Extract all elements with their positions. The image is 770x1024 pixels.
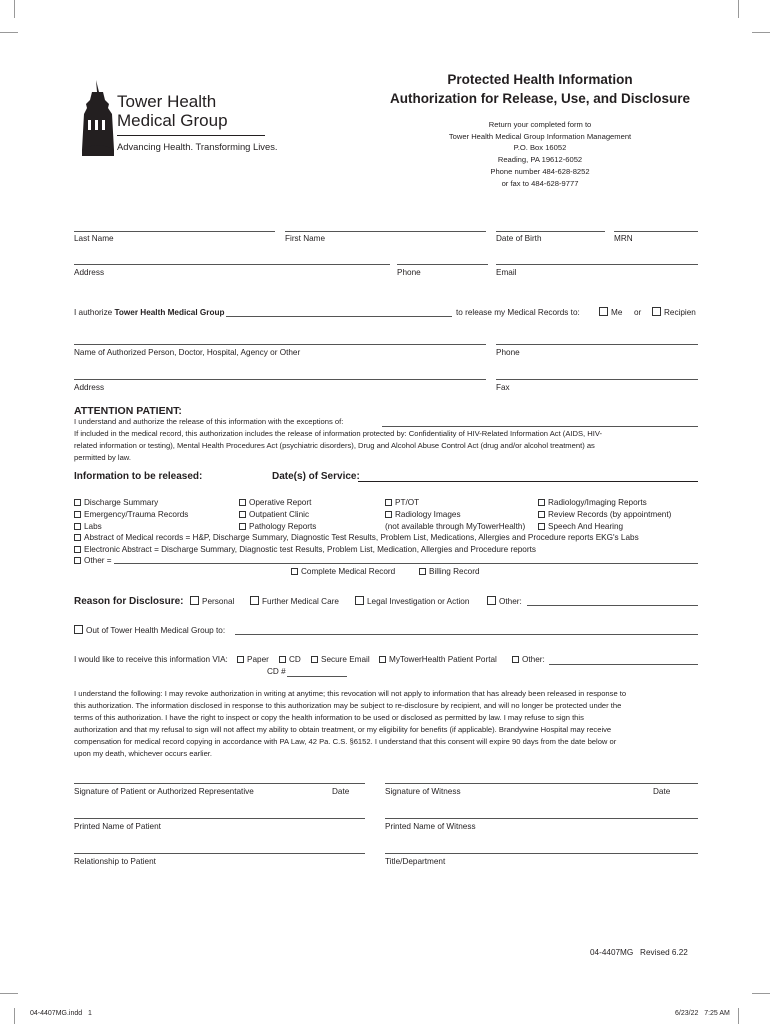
recipient-name-field[interactable]	[74, 344, 486, 345]
option-label: Operative Report	[249, 498, 312, 507]
timestamp: 6/23/22 7:25 AM	[675, 1010, 730, 1017]
option-label: Other =	[84, 556, 112, 565]
operative-report-option[interactable]	[239, 497, 316, 509]
recipient-address-label: Address	[74, 383, 105, 392]
electronic-abstract-option[interactable]	[74, 544, 639, 556]
option-label: Outpatient Clinic	[249, 509, 310, 519]
title-dept-label: Title/Department	[385, 857, 446, 866]
crop-mark	[14, 1008, 15, 1024]
cd-number-field[interactable]	[287, 676, 347, 677]
option-label: Complete Medical Record	[301, 567, 396, 576]
pathology-option[interactable]	[239, 521, 316, 533]
via-email-option[interactable]	[311, 655, 370, 664]
info-col2	[239, 497, 316, 532]
info-col1	[74, 497, 188, 532]
dob-label: Date of Birth	[496, 234, 542, 243]
option-label: Other:	[499, 597, 522, 606]
checkbox[interactable]	[279, 656, 286, 663]
option-label: Secure Email	[321, 655, 370, 664]
relationship-label: Relationship to Patient	[74, 857, 156, 866]
info-col3	[385, 497, 525, 532]
recipient-fax-label: Fax	[496, 383, 510, 392]
abstract-options	[74, 532, 639, 567]
checkbox[interactable]	[250, 596, 259, 605]
authorize-to-field[interactable]	[226, 316, 452, 317]
outpatient-option[interactable]	[239, 509, 316, 521]
me-label: Me	[611, 308, 623, 317]
attention-line3: related information or testing), Mental Health Procedures Act (psychiatric disorders), Drug and Alcohol Abuse Control Act (drug and/or alcohol treatment) as	[74, 441, 595, 450]
tower-logo-icon	[78, 78, 118, 158]
me-checkbox[interactable]	[599, 307, 608, 316]
email-field[interactable]	[496, 264, 698, 265]
checkbox[interactable]	[512, 656, 519, 663]
checkbox[interactable]	[385, 499, 392, 506]
authorize-prefix: I authorize	[74, 308, 113, 317]
option-label: Further Medical Care	[262, 597, 339, 606]
patient-date-label: Date	[332, 787, 350, 796]
option-label: Review Records (by appointment)	[548, 509, 672, 519]
understand-paragraph	[74, 688, 702, 760]
ptot-option[interactable]	[385, 497, 525, 509]
checkbox[interactable]	[538, 523, 545, 530]
title-line2: Authorization for Release, Use, and Disclosure	[389, 91, 691, 106]
checkbox[interactable]	[74, 625, 83, 634]
attention-heading: ATTENTION PATIENT:	[74, 405, 182, 417]
via-other-field[interactable]	[549, 664, 698, 665]
radiology-images-note: (not available through MyTowerHealth)	[385, 521, 526, 531]
printed-patient-field[interactable]	[74, 818, 365, 819]
checkbox[interactable]	[74, 499, 81, 506]
option-label: MyTowerHealth Patient Portal	[389, 655, 497, 664]
checkbox[interactable]	[538, 499, 545, 506]
form-id: 04-4407MG Revised 6.22	[590, 948, 688, 957]
checkbox[interactable]	[311, 656, 318, 663]
radiology-images-option[interactable]	[385, 509, 525, 521]
form-title	[380, 70, 700, 108]
checkbox[interactable]	[379, 656, 386, 663]
crop-mark	[0, 993, 18, 994]
last-name-field[interactable]	[74, 231, 275, 232]
return-fax: or fax to 484-628-9777	[501, 178, 579, 188]
logo-line2: Medical Group	[117, 111, 228, 130]
cd-number-label: CD #	[267, 667, 286, 676]
first-name-field[interactable]	[285, 231, 486, 232]
phone-field[interactable]	[397, 264, 488, 265]
info-col4	[538, 497, 671, 532]
abstract-option[interactable]	[74, 532, 639, 544]
exceptions-field[interactable]	[382, 426, 698, 427]
crop-mark	[738, 0, 739, 18]
title-line1: Protected Health Information	[447, 72, 633, 87]
speech-hearing-option[interactable]	[538, 521, 671, 533]
option-label: Electronic Abstract = Discharge Summary, Diagnostic test Results, Problem List, Medication, Allergies and Procedure reports	[84, 544, 536, 554]
checkbox[interactable]	[239, 523, 246, 530]
authorize-row	[74, 308, 224, 317]
understand-line: this authorization. The information disclosed in response to this authorization may be subject to re-disclosure by recipient, and will no longer be protected under the	[74, 701, 622, 710]
understand-line: upon my death, whichever occurs earlier.	[74, 749, 213, 758]
recipient-address-field[interactable]	[74, 379, 486, 380]
authorize-org: Tower Health Medical Group	[114, 308, 225, 317]
relationship-field[interactable]	[74, 853, 365, 854]
last-name-label: Last Name	[74, 234, 114, 243]
out-of-option[interactable]	[74, 625, 225, 635]
checkbox[interactable]	[190, 596, 199, 605]
checkbox[interactable]	[355, 596, 364, 605]
email-label: Email	[496, 268, 517, 277]
understand-line: compensation for medical record copying in accordance with PA Law, 42 Pa. C.S. §6152. I understand that this consent will expire 90 days from the date below or	[74, 737, 617, 746]
authorize-suffix: to release my Medical Records to:	[456, 308, 580, 317]
attention-line2: If included in the medical record, this authorization includes the release of information protected by: Confidentiality of HIV-Related Information Act (AIDS, HIV-	[74, 429, 603, 438]
checkbox[interactable]	[239, 511, 246, 518]
attention-text	[74, 416, 704, 464]
logo-tagline: Advancing Health. Transforming Lives.	[117, 141, 278, 152]
return-city: Reading, PA 19612-6052	[497, 155, 583, 165]
attention-line4: permitted by law.	[74, 453, 131, 462]
return-phone: Phone number 484-628-8252	[490, 166, 590, 176]
recipient-label: Recipien	[664, 308, 696, 317]
option-label: CD	[289, 655, 301, 664]
printed-witness-field[interactable]	[385, 818, 698, 819]
checkbox[interactable]	[74, 557, 81, 564]
crop-mark	[0, 32, 18, 33]
checkbox[interactable]	[385, 511, 392, 518]
review-records-option[interactable]	[538, 509, 671, 521]
option-label: Radiology/Imaging Reports	[548, 498, 647, 507]
reason-heading: Reason for Disclosure:	[74, 596, 184, 607]
patient-signature-label: Signature of Patient or Authorized Representative	[74, 787, 254, 796]
phone-label: Phone	[397, 268, 421, 277]
checkbox[interactable]	[419, 568, 426, 575]
option-label: PT/OT	[395, 498, 420, 507]
checkbox[interactable]	[291, 568, 298, 575]
return-address	[390, 119, 690, 189]
via-portal-option[interactable]	[379, 655, 497, 664]
recipient-phone-label: Phone	[496, 348, 520, 357]
crop-mark	[752, 32, 770, 33]
file-slug: 04-4407MG.indd 1	[30, 1010, 92, 1017]
logo-rule	[117, 135, 265, 136]
checkbox[interactable]	[74, 523, 81, 530]
mrn-field[interactable]	[614, 231, 698, 232]
option-label: Out of Tower Health Medical Group to:	[86, 626, 226, 635]
option-label: Billing Record	[429, 567, 480, 576]
option-label: Pathology Reports	[249, 521, 317, 531]
via-label: I would like to receive this information VIA:	[74, 655, 228, 664]
radiology-reports-option[interactable]	[538, 497, 671, 509]
patient-signature-field[interactable]	[74, 783, 365, 784]
witness-date-label: Date	[653, 787, 671, 796]
via-cd-option[interactable]	[279, 655, 301, 664]
checkbox[interactable]	[74, 511, 81, 518]
checkbox[interactable]	[74, 534, 81, 541]
return-to: Return your completed form to	[488, 120, 592, 129]
return-org: Tower Health Medical Group Information Management	[448, 131, 632, 141]
dob-field[interactable]	[496, 231, 605, 232]
option-label: Discharge Summary	[84, 498, 159, 507]
authorize-recipient-option[interactable]	[652, 307, 696, 317]
attention-line1: I understand and authorize the release of this information with the exceptions of:	[74, 417, 344, 426]
recipient-fax-field[interactable]	[496, 379, 698, 380]
option-label: Emergency/Trauma Records	[84, 509, 189, 519]
option-label: Other:	[522, 655, 545, 664]
emergency-option[interactable]	[74, 509, 188, 521]
reason-personal-option[interactable]	[190, 596, 234, 606]
witness-signature-label: Signature of Witness	[385, 787, 461, 796]
checkbox[interactable]	[74, 546, 81, 553]
discharge-summary-option[interactable]	[74, 497, 188, 509]
understand-line: terms of this authorization. I have the right to inspect or copy the health information to be used or disclosed as permitted by law. I may refuse to sign this	[74, 713, 584, 722]
other-records-field[interactable]	[114, 563, 698, 564]
or-label: or	[634, 308, 642, 317]
reason-legal-option[interactable]	[355, 596, 469, 606]
billing-record-option[interactable]	[419, 567, 480, 576]
first-name-label: First Name	[285, 234, 326, 243]
recipient-name-label: Name of Authorized Person, Doctor, Hospital, Agency or Other	[74, 348, 301, 357]
recipient-checkbox[interactable]	[652, 307, 661, 316]
printed-patient-label: Printed Name of Patient	[74, 822, 161, 831]
option-label: Radiology Images	[395, 509, 461, 519]
reason-further-option[interactable]	[250, 596, 339, 606]
option-label: Paper	[247, 655, 269, 664]
logo-text	[117, 92, 228, 130]
recipient-phone-field[interactable]	[496, 344, 698, 345]
reason-other-option[interactable]	[487, 596, 522, 606]
checkbox[interactable]	[487, 596, 496, 605]
checkbox[interactable]	[239, 499, 246, 506]
printed-witness-label: Printed Name of Witness	[385, 822, 476, 831]
reason-other-field[interactable]	[527, 605, 698, 606]
mrn-label: MRN	[614, 234, 633, 243]
logo-line1: Tower Health	[117, 92, 217, 111]
via-paper-option[interactable]	[237, 655, 269, 664]
crop-mark	[752, 993, 770, 994]
crop-mark	[14, 0, 15, 18]
understand-line: authorization and that my refusal to sign will not affect my ability to obtain treatment, or my eligibility for benefits (if applicable). Brandywine Hospital may receive	[74, 725, 612, 734]
dates-label: Date(s) of Service:	[272, 471, 360, 482]
complete-record-option[interactable]	[291, 567, 395, 576]
labs-option[interactable]	[74, 521, 188, 533]
understand-line: I understand the following: I may revoke authorization in writing at anytime; this revocation will not apply to information that has already been released in response to	[74, 689, 627, 698]
option-label: Legal Investigation or Action	[367, 597, 470, 606]
option-label: Speech And Hearing	[548, 521, 624, 531]
dates-field[interactable]	[358, 481, 698, 482]
address-field[interactable]	[74, 264, 390, 265]
via-other-option[interactable]	[512, 655, 545, 664]
info-heading: Information to be released:	[74, 471, 203, 482]
option-label: Labs	[84, 521, 102, 531]
authorize-me-option[interactable]	[599, 307, 622, 317]
out-of-field[interactable]	[235, 634, 698, 635]
address-label: Address	[74, 268, 105, 277]
checkbox[interactable]	[538, 511, 545, 518]
option-label: Abstract of Medical records = H&P, Discharge Summary, Diagnostic Test Results, Problem List, Medications, Allergies and Procedure reports EKG's Labs	[84, 533, 639, 542]
option-label: Personal	[202, 597, 235, 606]
crop-mark	[738, 1008, 739, 1024]
other-option[interactable]	[74, 555, 639, 567]
checkbox[interactable]	[237, 656, 244, 663]
title-dept-field[interactable]	[385, 853, 698, 854]
witness-signature-field[interactable]	[385, 783, 698, 784]
return-pobox: P.O. Box 16052	[513, 143, 567, 153]
